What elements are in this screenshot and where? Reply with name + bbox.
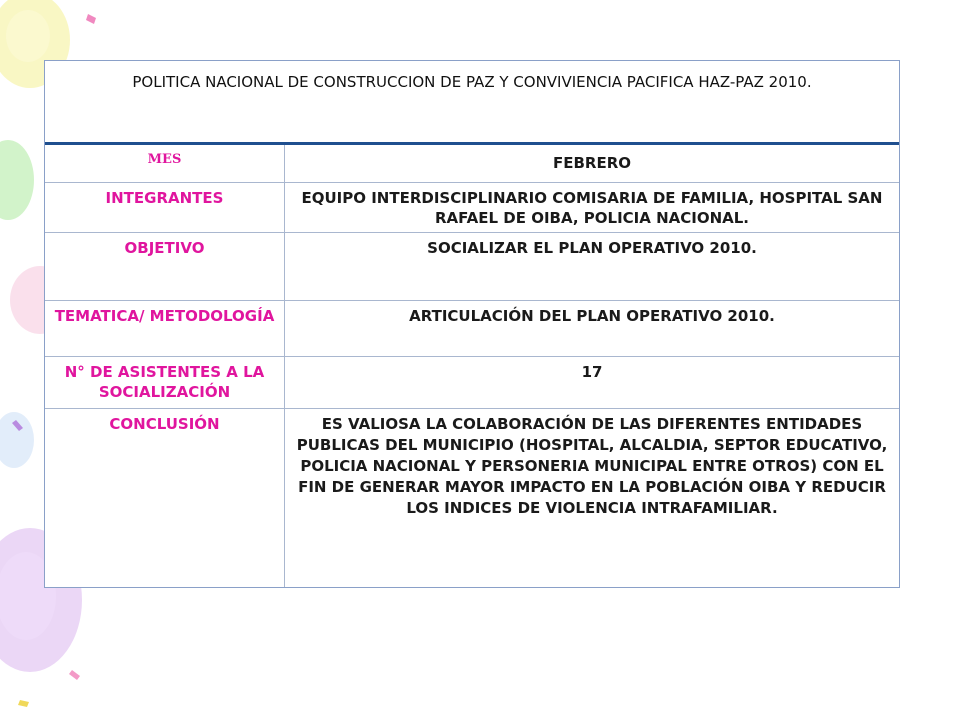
row-value-integrantes: EQUIPO INTERDISCIPLINARIO COMISARIA DE FAMILIA, HOSPITAL SAN RAFAEL DE OIBA, POLICIA NACIONAL. — [301, 189, 883, 227]
table-row-asistentes — [45, 357, 899, 409]
table-title: POLITICA NACIONAL DE CONSTRUCCION DE PAZ Y CONVIVIENCIA PACIFICA HAZ-PAZ 2010. — [45, 61, 899, 145]
table-row-mes — [45, 145, 899, 183]
row-value-conclusion: ES VALIOSA LA COLABORACIÓN DE LAS DIFERENTES ENTIDADES PUBLICAS DEL MUNICIPIO (HOSPITAL, ALCALDIA, SEPTOR EDUCATIVO, POLICIA NACIONAL Y PERSONERIA MUNICIPAL ENTRE OTROS) CON EL FIN DE GENERAR MAYOR IMPACTO EN LA POBLACIÓN OIBA Y REDUCIR LOS INDICES DE VIOLENCIA INTRAFAMILIAR. — [296, 415, 888, 517]
row-value-asistentes: 17 — [581, 363, 603, 381]
row-label-integrantes: INTEGRANTES — [45, 183, 285, 232]
info-table — [44, 60, 900, 588]
table-row-objetivo — [45, 233, 899, 301]
row-value-tematica: ARTICULACIÓN DEL PLAN OPERATIVO 2010. — [409, 307, 775, 325]
balloon-blue-mid — [0, 412, 34, 468]
balloon-green-left — [0, 140, 34, 220]
confetti-pink — [86, 14, 96, 24]
row-label-objetivo: OBJETIVO — [45, 233, 285, 300]
confetti-pink-2 — [69, 670, 80, 680]
row-label-asistentes: N° DE ASISTENTES A LA SOCIALIZACIÓN — [45, 357, 285, 408]
row-value-mes: FEBRERO — [552, 154, 632, 172]
confetti-yellow-2 — [18, 700, 29, 707]
balloon-yellow-inner — [6, 10, 50, 62]
table-row-tematica — [45, 301, 899, 357]
row-label-conclusion: CONCLUSIÓN — [45, 409, 285, 587]
row-label-mes: MES — [45, 145, 285, 182]
table-row-integrantes — [45, 183, 899, 233]
table-row-conclusion — [45, 409, 899, 587]
row-label-tematica: TEMATICA/ METODOLOGÍA — [45, 301, 285, 356]
row-value-objetivo: SOCIALIZAR EL PLAN OPERATIVO 2010. — [427, 239, 757, 257]
